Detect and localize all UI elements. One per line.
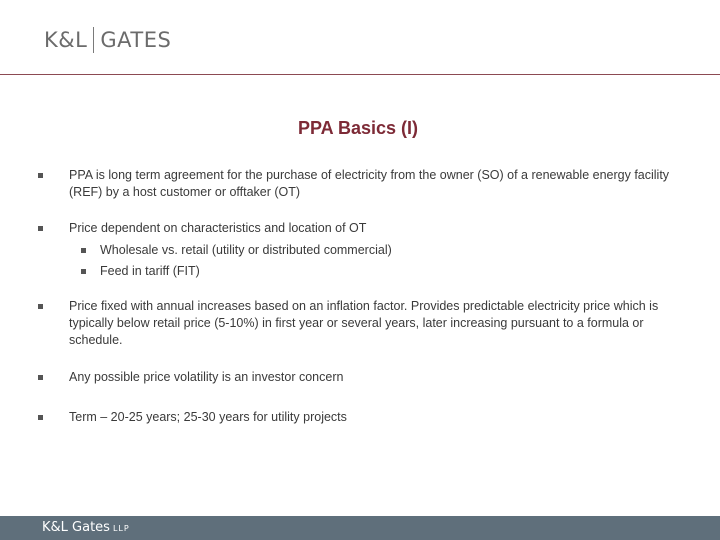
- bullet-text: Price fixed with annual increases based on an inflation factor. Provides predictable electricity price which is typically below retail price (5-10%) in first year or several years, later increasing pursuant to a formula or schedule.: [69, 299, 659, 347]
- square-bullet-icon: [38, 226, 43, 231]
- bullet-text: Term – 20-25 years; 25-30 years for utility projects: [69, 410, 347, 424]
- footer-brand: [42, 520, 130, 535]
- slide-title: PPA Basics (I): [297, 118, 419, 138]
- logo-right-text: GATES: [100, 28, 172, 52]
- footer-brand-suffix: LLP: [112, 524, 130, 533]
- bullet-item: [38, 369, 678, 386]
- bullet-text: Price dependent on characteristics and location of OT: [69, 221, 367, 235]
- sub-bullet-list: [69, 242, 678, 280]
- square-bullet-icon: [81, 269, 86, 274]
- sub-bullet-text: Feed in tariff (FIT): [100, 264, 200, 278]
- square-bullet-icon: [38, 375, 43, 380]
- firm-logo: [44, 26, 171, 54]
- footer-bar: [0, 516, 720, 540]
- square-bullet-icon: [38, 173, 43, 178]
- square-bullet-icon: [38, 304, 43, 309]
- square-bullet-icon: [38, 415, 43, 420]
- sub-bullet-item: [69, 263, 678, 280]
- bullet-item: [38, 298, 678, 349]
- sub-bullet-text: Wholesale vs. retail (utility or distributed commercial): [100, 243, 392, 257]
- logo-divider: [93, 27, 94, 53]
- bullet-item: [38, 220, 678, 280]
- bullet-text: Any possible price volatility is an investor concern: [69, 370, 344, 384]
- bullet-list: [38, 167, 678, 426]
- square-bullet-icon: [81, 248, 86, 253]
- sub-bullet-item: [69, 242, 678, 259]
- bullet-item: [38, 167, 678, 201]
- footer-brand-name: K&L Gates: [42, 520, 110, 535]
- logo-left-text: K&L: [44, 28, 88, 52]
- bullet-item: [38, 409, 678, 426]
- header-rule: [0, 74, 720, 75]
- bullet-text: PPA is long term agreement for the purchase of electricity from the owner (SO) of a renewable energy facility (REF) by a host customer or offtaker (OT): [69, 168, 670, 199]
